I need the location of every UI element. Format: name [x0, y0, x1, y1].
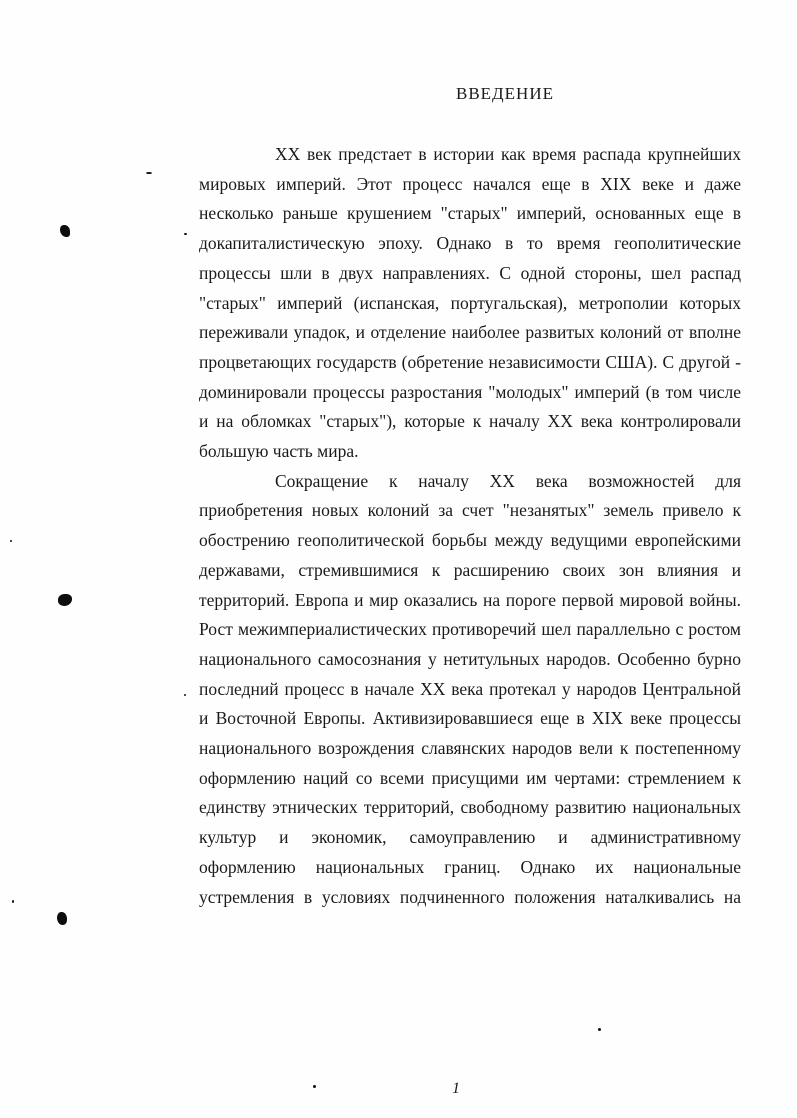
scan-speck	[146, 172, 152, 174]
scan-speck	[10, 540, 12, 542]
scan-speck	[12, 900, 14, 903]
scan-speck	[184, 694, 186, 696]
scan-speck	[184, 233, 187, 235]
scan-speck	[313, 1085, 316, 1088]
scan-blot	[60, 225, 70, 237]
scan-blot	[58, 594, 72, 606]
document-body	[199, 140, 741, 912]
page-number: 1	[452, 1080, 460, 1097]
scan-blot	[57, 912, 67, 925]
paragraph: Сокращение к началу XX века возможностей для приобретения новых колоний за счет "незанятых" земель привело к обострению геополитической борьбы между ведущими европейскими державами, стремившимися к расширению своих зон влияния и территорий. Европа и мир оказались на пороге первой мировой войны. Рост межимпериалистических противоречий шел параллельно с ростом национального самосознания у нетитульных народов. Особенно бурно последний процесс в начале XX века протекал у народов Центральной и Восточной Европы. Активизировавшиеся еще в XIX веке процессы национального возрождения славянских народов вели к постепенному оформлению наций со всеми присущими им чертами: стремлением к единству этнических территорий, свободному развитию национальных культур и экономик, самоуправлению и административному оформлению национальных границ. Однако их национальные устремления в условиях подчиненного положения наталкивались на	[199, 470, 741, 907]
page-title: ВВЕДЕНИЕ	[456, 84, 554, 103]
scan-speck	[598, 1028, 601, 1031]
paragraph: XX век предстает в истории как время распада крупнейших мировых империй. Этот процесс начался еще в XIX веке и даже несколько раньше крушением "старых" империй, основанных еще в докапиталистическую эпоху. Однако в то время геополитические процессы шли в двух направлениях. С одной стороны, шел распад "старых" империй (испанская, португальская), метрополии которых переживали упадок, и отделение наиболее развитых колоний от вполне процветающих государств (обретение независимости США). С другой - доминировали процессы разростания "молодых" империй (в том числе и на обломках "старых"), которые к началу XX века контролировали большую часть мира.	[199, 144, 741, 462]
